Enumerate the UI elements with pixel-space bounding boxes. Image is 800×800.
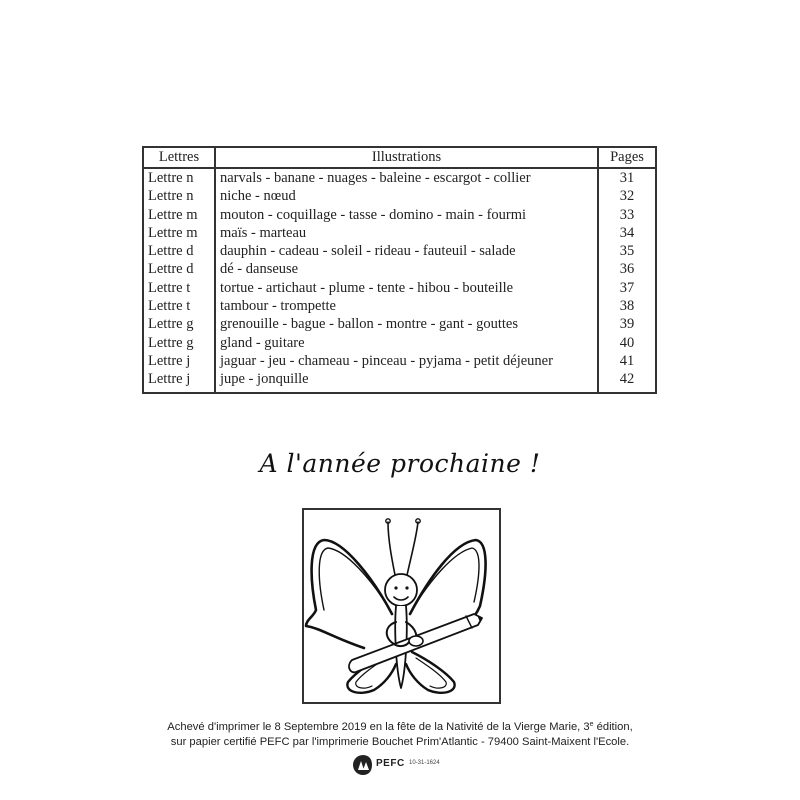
colophon-line-1-end: édition, [593, 721, 633, 733]
table-row [143, 352, 656, 370]
table-row [143, 242, 656, 260]
illustrations-cell: tambour - trompette [215, 297, 598, 315]
butterfly-with-pencil-icon [304, 510, 499, 702]
table-row [143, 260, 656, 278]
letter-cell: Lettre n [143, 187, 215, 205]
page-cell: 35 [598, 242, 656, 260]
illustrations-cell: dauphin - cadeau - soleil - rideau - fauteuil - salade [215, 242, 598, 260]
table-row [143, 370, 656, 392]
illustrations-cell: mouton - coquillage - tasse - domino - main - fourmi [215, 206, 598, 224]
illustrations-cell: maïs - marteau [215, 224, 598, 242]
colophon-line-1 [0, 717, 800, 735]
illustrations-cell: tortue - artichaut - plume - tente - hibou - bouteille [215, 279, 598, 297]
letter-cell: Lettre t [143, 279, 215, 297]
page-cell: 39 [598, 315, 656, 333]
illustrations-cell: gland - guitare [215, 334, 598, 352]
letter-cell: Lettre j [143, 352, 215, 370]
illustrations-cell: jupe - jonquille [215, 370, 598, 392]
page-cell: 31 [598, 168, 656, 187]
letter-cell: Lettre j [143, 370, 215, 392]
table-row [143, 224, 656, 242]
page-cell: 38 [598, 297, 656, 315]
letter-cell: Lettre n [143, 168, 215, 187]
farewell-heading: A l'année prochaine ! [259, 449, 541, 478]
page-cell: 33 [598, 206, 656, 224]
pefc-code: 10-31-1624 [409, 760, 440, 766]
letter-cell: Lettre m [143, 206, 215, 224]
pefc-logo-icon [352, 754, 376, 776]
letter-cell: Lettre d [143, 242, 215, 260]
colophon-line-2: sur papier certifié PEFC par l'imprimerie Bouchet Prim'Atlantic - 79400 Saint-Maixent l'Ecole. [170, 736, 630, 748]
edition-superscript: e [589, 721, 594, 728]
header-letters: Lettres [143, 147, 215, 168]
illustrations-cell: narvals - banane - nuages - baleine - escargot - collier [215, 168, 598, 187]
pefc-certification [352, 754, 462, 776]
colophon-line-1-text: Achevé d'imprimer le 8 Septembre 2019 en la fête de la Nativité de la Vierge Marie, 3 [167, 721, 590, 733]
illustrations-cell: dé - danseuse [215, 260, 598, 278]
header-pages: Pages [598, 147, 656, 168]
table-header-row [143, 147, 656, 168]
page-cell: 41 [598, 352, 656, 370]
letter-cell: Lettre g [143, 315, 215, 333]
illustration-frame [302, 508, 501, 704]
illustrations-cell: grenouille - bague - ballon - montre - gant - gouttes [215, 315, 598, 333]
letter-cell: Lettre d [143, 260, 215, 278]
table-row [143, 297, 656, 315]
page-cell: 37 [598, 279, 656, 297]
table-row [143, 279, 656, 297]
pefc-brand: PEFC [376, 758, 405, 769]
letter-cell: Lettre m [143, 224, 215, 242]
page-cell: 42 [598, 370, 656, 392]
table-row [143, 206, 656, 224]
table-row [143, 334, 656, 352]
page-cell: 32 [598, 187, 656, 205]
table-row [143, 315, 656, 333]
table-row [143, 168, 656, 187]
page-cell: 36 [598, 260, 656, 278]
letter-cell: Lettre g [143, 334, 215, 352]
contents-table [142, 146, 657, 394]
illustrations-cell: niche - nœud [215, 187, 598, 205]
colophon [0, 717, 800, 750]
illustrations-cell: jaguar - jeu - chameau - pinceau - pyjama - petit déjeuner [215, 352, 598, 370]
header-illustrations: Illustrations [215, 147, 598, 168]
table-row [143, 187, 656, 205]
page-cell: 40 [598, 334, 656, 352]
page-cell: 34 [598, 224, 656, 242]
letter-cell: Lettre t [143, 297, 215, 315]
